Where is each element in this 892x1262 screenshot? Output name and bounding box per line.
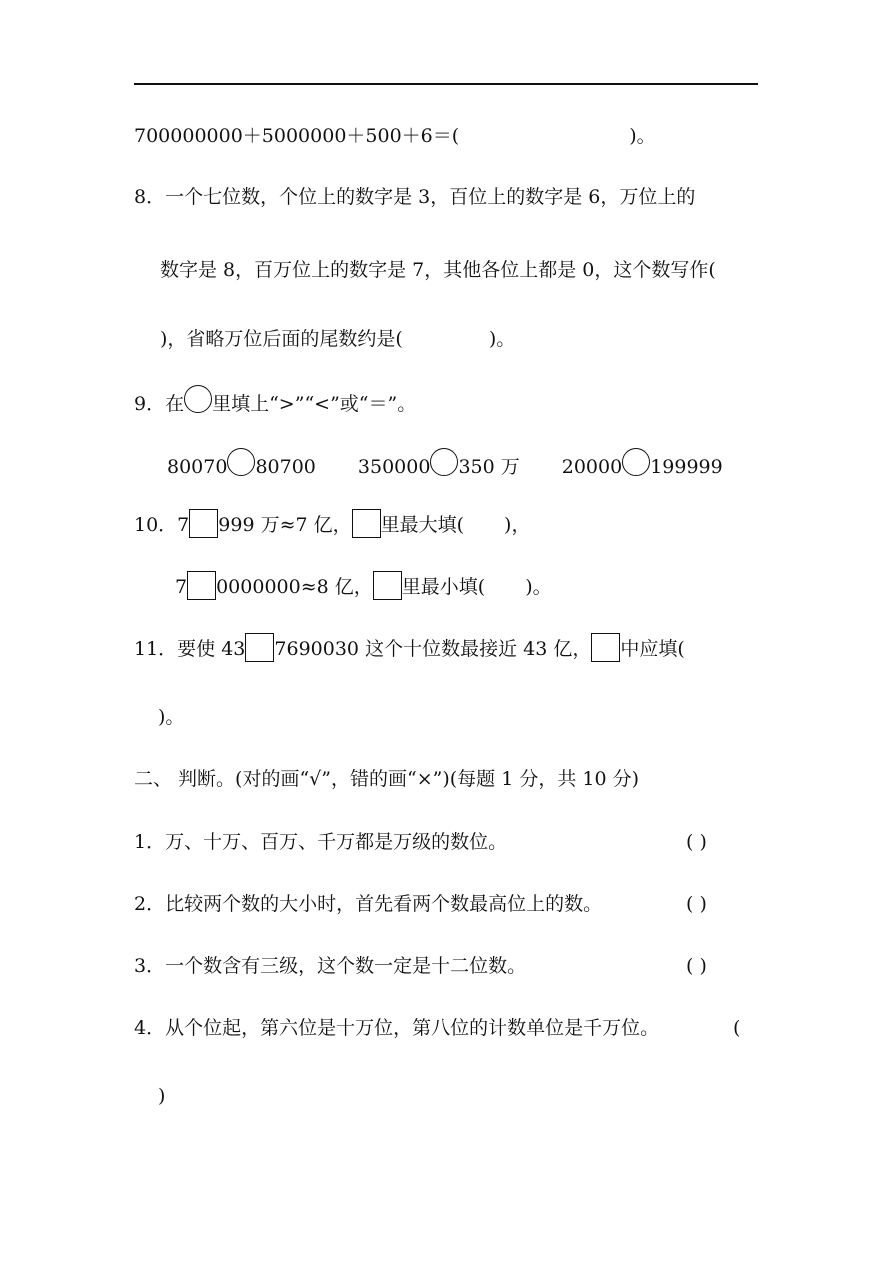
judge-item-3: 3．一个数含有三级，这个数一定是十二位数。 — [134, 955, 527, 977]
q10-l2-c: )。 — [525, 576, 552, 598]
q9-a: 9．在 — [134, 393, 185, 415]
q7-close: )。 — [629, 125, 656, 147]
question-11 — [134, 633, 685, 662]
question-10-line1 — [134, 509, 530, 538]
question-10-line2 — [175, 571, 552, 600]
section-2-heading: 二、 判断。(对的画“√”，错的画“×”)(每题 1 分，共 10 分) — [134, 768, 639, 790]
compare-circle-1[interactable] — [227, 448, 255, 476]
question-7 — [134, 124, 656, 148]
question-8-line2: 数字是 8，百万位上的数字是 7，其他各位上都是 0，这个数写作( — [160, 259, 716, 281]
question-9-pairs — [167, 448, 723, 479]
judge-bracket-3[interactable]: ( ) — [686, 955, 707, 977]
pair-3-right: 199999 — [650, 456, 723, 478]
box-icon — [373, 571, 402, 600]
pair-2-right: 350 万 — [458, 456, 520, 478]
circle-icon — [184, 385, 212, 413]
q11-c: 中应填( — [620, 638, 685, 660]
q10-l1-a: 999 万≈7 亿， — [218, 514, 352, 536]
judge-item-4: 4．从个位起，第六位是十万位，第八位的计数单位是千万位。 — [134, 1017, 660, 1039]
digit-box-1[interactable] — [189, 509, 218, 538]
question-8-line3 — [160, 327, 515, 351]
pair-1-left: 80070 — [167, 456, 228, 478]
top-rule — [134, 83, 758, 85]
q8-line3-a: )，省略万位后面的尾数约是( — [160, 328, 403, 350]
q7-expression: 700000000＋5000000＋500＋6＝( — [134, 125, 460, 147]
pair-2-left: 350000 — [357, 456, 431, 478]
question-11-close: )。 — [158, 706, 185, 728]
pair-3-left: 20000 — [561, 456, 623, 478]
q10-l1-num: 10．7 — [134, 514, 190, 536]
digit-box-3[interactable] — [245, 633, 274, 662]
q11-a: 11．要使 43 — [134, 638, 246, 660]
judge-bracket-4-open[interactable]: ( — [733, 1017, 741, 1039]
q8-line3-b: )。 — [488, 328, 516, 350]
q10-l2-b: 里最小填( — [401, 576, 486, 598]
judge-item-1: 1．万、十万、百万、千万都是万级的数位。 — [134, 831, 508, 853]
judge-bracket-4-close[interactable]: ) — [158, 1085, 166, 1107]
pair-1-right: 80700 — [255, 456, 316, 478]
judge-bracket-2[interactable]: ( ) — [686, 893, 707, 915]
box-icon — [352, 509, 381, 538]
question-9 — [134, 385, 416, 416]
judge-item-2: 2．比较两个数的大小时，首先看两个数最高位上的数。 — [134, 893, 603, 915]
q10-l2-num: 7 — [175, 576, 188, 598]
question-8-line1: 8．一个七位数，个位上的数字是 3，百位上的数字是 6，万位上的 — [134, 186, 696, 208]
q10-l1-c: )， — [504, 514, 531, 536]
compare-circle-3[interactable] — [622, 448, 650, 476]
compare-circle-2[interactable] — [430, 448, 458, 476]
q11-b: 7690030 这个十位数最接近 43 亿， — [274, 638, 592, 660]
box-icon — [591, 633, 620, 662]
q10-l1-b: 里最大填( — [380, 514, 465, 536]
digit-box-2[interactable] — [187, 571, 216, 600]
judge-bracket-1[interactable]: ( ) — [686, 831, 707, 853]
q9-b: 里填上“>”“<”或“＝”。 — [212, 393, 417, 415]
q10-l2-a: 0000000≈8 亿， — [216, 576, 373, 598]
